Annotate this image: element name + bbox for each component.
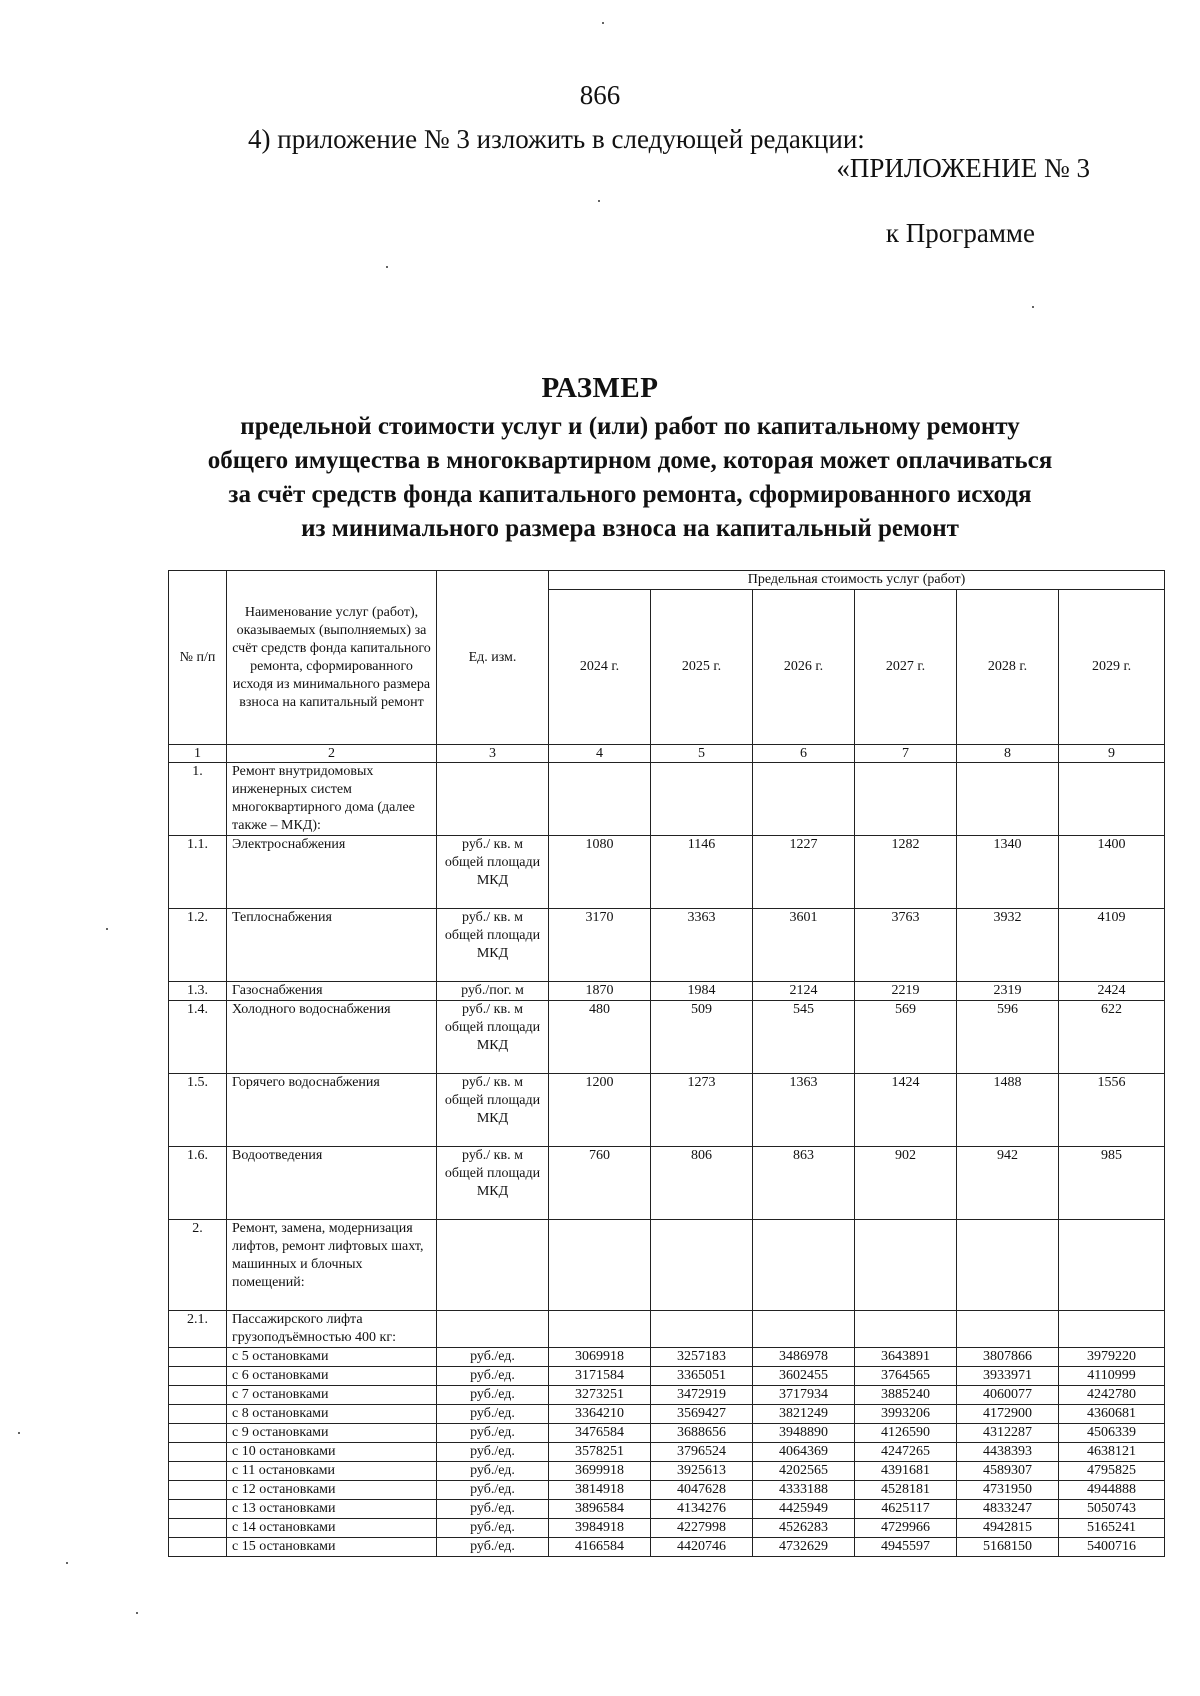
header-year: 2027 г. xyxy=(855,590,957,745)
row-number: 1.1. xyxy=(169,836,227,909)
row-value: 3688656 xyxy=(651,1424,753,1443)
row-unit: руб./ед. xyxy=(437,1405,549,1424)
row-value: 4391681 xyxy=(855,1462,957,1481)
row-unit: руб./ед. xyxy=(437,1500,549,1519)
row-name: с 11 остановками xyxy=(227,1462,437,1481)
row-number: 2. xyxy=(169,1220,227,1311)
row-value: 4172900 xyxy=(957,1405,1059,1424)
table-row xyxy=(169,1074,1165,1147)
row-unit xyxy=(437,763,549,836)
table-header xyxy=(169,571,1165,763)
row-value: 3643891 xyxy=(855,1348,957,1367)
document-title: РАЗМЕР xyxy=(541,372,659,404)
row-name: с 14 остановками xyxy=(227,1519,437,1538)
row-value xyxy=(549,763,651,836)
row-value: 1488 xyxy=(957,1074,1059,1147)
row-value: 1363 xyxy=(753,1074,855,1147)
row-number xyxy=(169,1481,227,1500)
row-unit: руб./ кв. м общей площади МКД xyxy=(437,1147,549,1220)
row-name: Пассажирского лифта грузоподъёмностью 400 кг: xyxy=(227,1311,437,1348)
row-number: 1.2. xyxy=(169,909,227,982)
row-value: 3925613 xyxy=(651,1462,753,1481)
table-row xyxy=(169,1443,1165,1462)
row-name: Горячего водоснабжения xyxy=(227,1074,437,1147)
row-number xyxy=(169,1462,227,1481)
row-value xyxy=(855,763,957,836)
row-name: с 9 остановками xyxy=(227,1424,437,1443)
row-value: 1200 xyxy=(549,1074,651,1147)
row-value: 3933971 xyxy=(957,1367,1059,1386)
subtitle-line-3: за счёт средств фонда капитального ремонта, сформированного исходя xyxy=(228,481,1032,508)
row-value: 4731950 xyxy=(957,1481,1059,1500)
row-value: 4242780 xyxy=(1059,1386,1165,1405)
row-number xyxy=(169,1405,227,1424)
row-value xyxy=(855,1220,957,1311)
row-value xyxy=(549,1220,651,1311)
row-value: 3578251 xyxy=(549,1443,651,1462)
row-value: 4638121 xyxy=(1059,1443,1165,1462)
row-unit: руб./ед. xyxy=(437,1367,549,1386)
row-value xyxy=(957,763,1059,836)
row-value: 4126590 xyxy=(855,1424,957,1443)
row-value: 1282 xyxy=(855,836,957,909)
row-value: 985 xyxy=(1059,1147,1165,1220)
table-row xyxy=(169,1220,1165,1311)
row-value: 4110999 xyxy=(1059,1367,1165,1386)
row-value: 4833247 xyxy=(957,1500,1059,1519)
row-value: 622 xyxy=(1059,1001,1165,1074)
header-name: Наименование услуг (работ), оказываемых (выполняемых) за счёт средств фонда капитального ремонта, сформированного исходя из минимального размера взноса на капитальный ремонт xyxy=(227,571,437,745)
column-number: 1 xyxy=(169,745,227,763)
row-unit xyxy=(437,1311,549,1348)
row-unit: руб./ед. xyxy=(437,1481,549,1500)
annex-to: к Программе xyxy=(885,218,1035,248)
row-value: 3365051 xyxy=(651,1367,753,1386)
row-value: 4420746 xyxy=(651,1538,753,1557)
row-name: Ремонт, замена, модернизация лифтов, ремонт лифтовых шахт, машинных и блочных помещений: xyxy=(227,1220,437,1311)
row-number xyxy=(169,1424,227,1443)
row-value: 4166584 xyxy=(549,1538,651,1557)
row-unit xyxy=(437,1220,549,1311)
header-cost-group: Предельная стоимость услуг (работ) xyxy=(549,571,1165,590)
row-value: 1340 xyxy=(957,836,1059,909)
row-unit: руб./ед. xyxy=(437,1443,549,1462)
row-value xyxy=(753,1220,855,1311)
row-value: 4625117 xyxy=(855,1500,957,1519)
row-number xyxy=(169,1348,227,1367)
table-row xyxy=(169,909,1165,982)
row-value: 4047628 xyxy=(651,1481,753,1500)
row-value xyxy=(651,1311,753,1348)
row-value: 4425949 xyxy=(753,1500,855,1519)
row-value: 4202565 xyxy=(753,1462,855,1481)
row-number xyxy=(169,1519,227,1538)
row-value: 5168150 xyxy=(957,1538,1059,1557)
row-value: 3069918 xyxy=(549,1348,651,1367)
row-value: 3984918 xyxy=(549,1519,651,1538)
row-value xyxy=(1059,1311,1165,1348)
table-body xyxy=(169,763,1165,1557)
cost-table xyxy=(168,570,1165,1557)
table-row xyxy=(169,1367,1165,1386)
row-value: 3796524 xyxy=(651,1443,753,1462)
row-value: 1870 xyxy=(549,982,651,1001)
row-value: 4312287 xyxy=(957,1424,1059,1443)
row-name: с 5 остановками xyxy=(227,1348,437,1367)
document-subtitle xyxy=(150,410,1110,546)
row-name: Теплоснабжения xyxy=(227,909,437,982)
row-number: 1.4. xyxy=(169,1001,227,1074)
row-value: 4109 xyxy=(1059,909,1165,982)
row-value: 806 xyxy=(651,1147,753,1220)
row-name: с 13 остановками xyxy=(227,1500,437,1519)
row-unit: руб./ед. xyxy=(437,1424,549,1443)
table-row xyxy=(169,836,1165,909)
row-value: 2424 xyxy=(1059,982,1165,1001)
table-row xyxy=(169,1147,1165,1220)
row-value: 4589307 xyxy=(957,1462,1059,1481)
row-value: 480 xyxy=(549,1001,651,1074)
subtitle-line-4: из минимального размера взноса на капитальный ремонт xyxy=(301,515,959,542)
row-value: 1984 xyxy=(651,982,753,1001)
row-value: 4438393 xyxy=(957,1443,1059,1462)
row-value: 3273251 xyxy=(549,1386,651,1405)
row-unit: руб./ед. xyxy=(437,1462,549,1481)
table-row xyxy=(169,1348,1165,1367)
scan-speck xyxy=(18,1432,20,1434)
row-name: с 6 остановками xyxy=(227,1367,437,1386)
row-value: 4942815 xyxy=(957,1519,1059,1538)
column-number: 3 xyxy=(437,745,549,763)
row-unit: руб./ кв. м общей площади МКД xyxy=(437,1074,549,1147)
scan-speck xyxy=(602,22,604,24)
row-name: с 8 остановками xyxy=(227,1405,437,1424)
table-row xyxy=(169,1462,1165,1481)
scan-speck xyxy=(106,928,108,930)
row-unit: руб./ кв. м общей площади МКД xyxy=(437,1001,549,1074)
row-value: 4333188 xyxy=(753,1481,855,1500)
row-value: 5165241 xyxy=(1059,1519,1165,1538)
table-row xyxy=(169,1519,1165,1538)
column-number: 7 xyxy=(855,745,957,763)
page-number: 866 xyxy=(579,80,621,110)
row-number xyxy=(169,1386,227,1405)
row-name: Ремонт внутридомовых инженерных систем многоквартирного дома (далее также – МКД): xyxy=(227,763,437,836)
table-row xyxy=(169,1481,1165,1500)
row-value: 3170 xyxy=(549,909,651,982)
row-number: 1.5. xyxy=(169,1074,227,1147)
row-unit: руб./ед. xyxy=(437,1519,549,1538)
row-value: 3699918 xyxy=(549,1462,651,1481)
column-number: 6 xyxy=(753,745,855,763)
header-unit: Ед. изм. xyxy=(437,571,549,745)
row-name: с 10 остановками xyxy=(227,1443,437,1462)
column-number: 5 xyxy=(651,745,753,763)
row-value: 4227998 xyxy=(651,1519,753,1538)
row-value: 4945597 xyxy=(855,1538,957,1557)
column-number: 4 xyxy=(549,745,651,763)
row-number: 1. xyxy=(169,763,227,836)
row-unit: руб./ед. xyxy=(437,1386,549,1405)
row-value: 3171584 xyxy=(549,1367,651,1386)
row-unit: руб./ед. xyxy=(437,1538,549,1557)
row-value: 1227 xyxy=(753,836,855,909)
row-name: с 15 остановками xyxy=(227,1538,437,1557)
row-number xyxy=(169,1443,227,1462)
row-value: 3486978 xyxy=(753,1348,855,1367)
row-name: Газоснабжения xyxy=(227,982,437,1001)
row-value: 3601 xyxy=(753,909,855,982)
scan-speck xyxy=(66,1562,68,1564)
row-value: 942 xyxy=(957,1147,1059,1220)
table-row xyxy=(169,1538,1165,1557)
subtitle-line-1: предельной стоимости услуг и (или) работ по капитальному ремонту xyxy=(240,413,1020,440)
row-value xyxy=(753,763,855,836)
row-number xyxy=(169,1538,227,1557)
table-row xyxy=(169,1311,1165,1348)
row-unit: руб./пог. м xyxy=(437,982,549,1001)
row-value: 3948890 xyxy=(753,1424,855,1443)
row-unit: руб./ кв. м общей площади МКД xyxy=(437,836,549,909)
row-value: 4795825 xyxy=(1059,1462,1165,1481)
row-value xyxy=(651,1220,753,1311)
row-value: 3932 xyxy=(957,909,1059,982)
row-value: 3979220 xyxy=(1059,1348,1165,1367)
row-value: 4528181 xyxy=(855,1481,957,1500)
row-value: 596 xyxy=(957,1001,1059,1074)
scan-speck xyxy=(598,200,600,202)
table-row xyxy=(169,1424,1165,1443)
row-value: 4944888 xyxy=(1059,1481,1165,1500)
row-value xyxy=(753,1311,855,1348)
table-row xyxy=(169,1405,1165,1424)
row-value: 902 xyxy=(855,1147,957,1220)
row-value: 4526283 xyxy=(753,1519,855,1538)
row-value: 3764565 xyxy=(855,1367,957,1386)
scan-speck xyxy=(136,1612,138,1614)
row-name: Электроснабжения xyxy=(227,836,437,909)
row-value: 4134276 xyxy=(651,1500,753,1519)
row-number xyxy=(169,1367,227,1386)
row-value: 2219 xyxy=(855,982,957,1001)
row-value: 3717934 xyxy=(753,1386,855,1405)
row-unit: руб./ед. xyxy=(437,1348,549,1367)
row-value: 3763 xyxy=(855,909,957,982)
row-value: 760 xyxy=(549,1147,651,1220)
row-name: с 12 остановками xyxy=(227,1481,437,1500)
row-value: 1273 xyxy=(651,1074,753,1147)
row-value: 2124 xyxy=(753,982,855,1001)
row-value: 3569427 xyxy=(651,1405,753,1424)
row-value: 3807866 xyxy=(957,1348,1059,1367)
row-value: 4247265 xyxy=(855,1443,957,1462)
row-value: 3363 xyxy=(651,909,753,982)
row-name: Водоотведения xyxy=(227,1147,437,1220)
table-row xyxy=(169,1500,1165,1519)
row-value: 3257183 xyxy=(651,1348,753,1367)
row-value: 3896584 xyxy=(549,1500,651,1519)
amendment-line: 4) приложение № 3 изложить в следующей редакции: xyxy=(248,124,865,154)
column-number-row xyxy=(169,745,1165,763)
row-number: 2.1. xyxy=(169,1311,227,1348)
row-name: с 7 остановками xyxy=(227,1386,437,1405)
row-value: 3476584 xyxy=(549,1424,651,1443)
row-value: 1400 xyxy=(1059,836,1165,909)
header-no: № п/п xyxy=(169,571,227,745)
row-value: 3602455 xyxy=(753,1367,855,1386)
row-value xyxy=(1059,763,1165,836)
scan-speck xyxy=(1032,306,1034,308)
row-number: 1.6. xyxy=(169,1147,227,1220)
row-value: 1146 xyxy=(651,836,753,909)
column-number: 9 xyxy=(1059,745,1165,763)
row-value: 4506339 xyxy=(1059,1424,1165,1443)
row-value: 863 xyxy=(753,1147,855,1220)
row-value: 1424 xyxy=(855,1074,957,1147)
table-row xyxy=(169,763,1165,836)
table-row xyxy=(169,982,1165,1001)
row-value: 5400716 xyxy=(1059,1538,1165,1557)
row-value: 3364210 xyxy=(549,1405,651,1424)
row-value: 1556 xyxy=(1059,1074,1165,1147)
row-value: 545 xyxy=(753,1001,855,1074)
scan-speck xyxy=(386,266,388,268)
column-number: 8 xyxy=(957,745,1059,763)
row-value: 4360681 xyxy=(1059,1405,1165,1424)
header-year: 2026 г. xyxy=(753,590,855,745)
subtitle-line-2: общего имущества в многоквартирном доме, которая может оплачиваться xyxy=(207,447,1053,474)
row-unit: руб./ кв. м общей площади МКД xyxy=(437,909,549,982)
row-value: 3885240 xyxy=(855,1386,957,1405)
header-year: 2029 г. xyxy=(1059,590,1165,745)
row-number xyxy=(169,1500,227,1519)
table-row xyxy=(169,1001,1165,1074)
row-number: 1.3. xyxy=(169,982,227,1001)
column-number: 2 xyxy=(227,745,437,763)
row-value xyxy=(957,1220,1059,1311)
table-row xyxy=(169,1386,1165,1405)
header-year: 2024 г. xyxy=(549,590,651,745)
row-name: Холодного водоснабжения xyxy=(227,1001,437,1074)
header-year: 2028 г. xyxy=(957,590,1059,745)
row-value xyxy=(957,1311,1059,1348)
row-value: 4064369 xyxy=(753,1443,855,1462)
row-value: 3814918 xyxy=(549,1481,651,1500)
row-value: 3993206 xyxy=(855,1405,957,1424)
row-value: 4732629 xyxy=(753,1538,855,1557)
row-value xyxy=(549,1311,651,1348)
annex-label: «ПРИЛОЖЕНИЕ № 3 xyxy=(836,153,1090,183)
row-value: 1080 xyxy=(549,836,651,909)
row-value xyxy=(651,763,753,836)
row-value: 2319 xyxy=(957,982,1059,1001)
header-year: 2025 г. xyxy=(651,590,753,745)
row-value: 4729966 xyxy=(855,1519,957,1538)
row-value xyxy=(1059,1220,1165,1311)
row-value: 509 xyxy=(651,1001,753,1074)
row-value: 4060077 xyxy=(957,1386,1059,1405)
row-value: 569 xyxy=(855,1001,957,1074)
row-value: 3472919 xyxy=(651,1386,753,1405)
row-value: 5050743 xyxy=(1059,1500,1165,1519)
row-value: 3821249 xyxy=(753,1405,855,1424)
row-value xyxy=(855,1311,957,1348)
